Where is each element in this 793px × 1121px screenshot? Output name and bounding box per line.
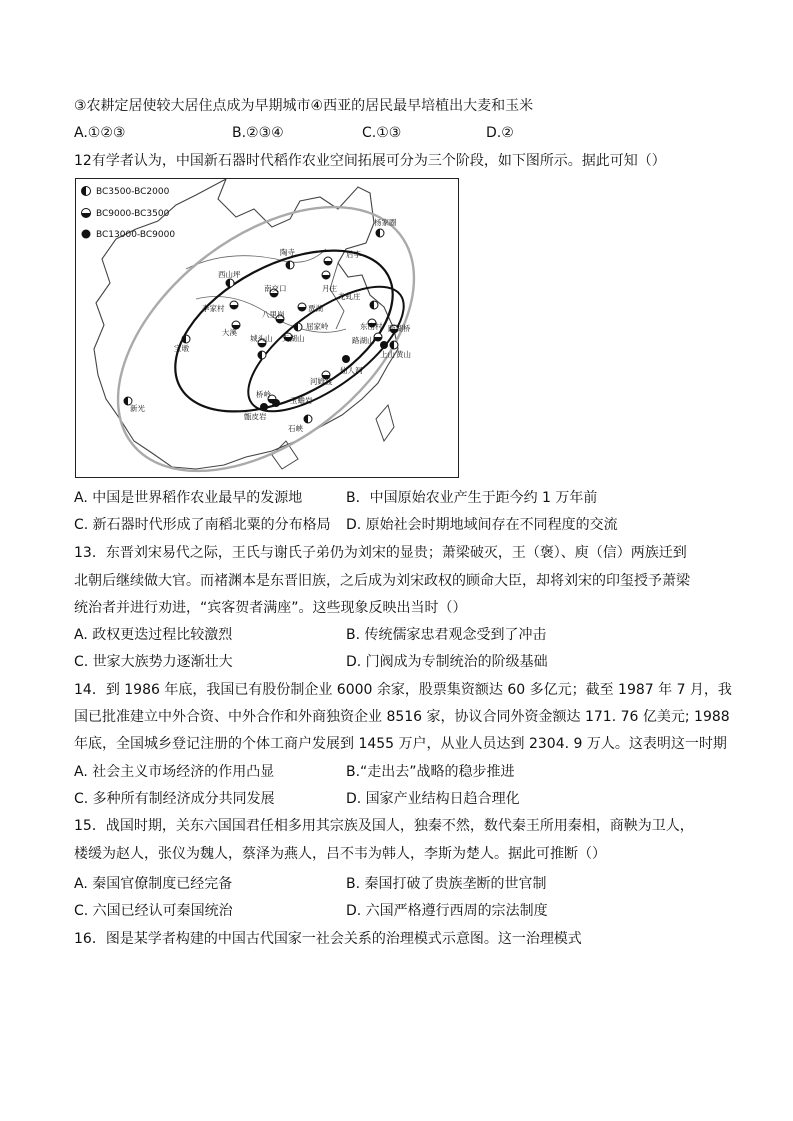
site-daxi: 大溪 <box>222 328 237 337</box>
q14-option-c: C. 多种所有制经济成分共同发展 <box>74 791 275 807</box>
q11-option-d: D.② <box>486 125 514 141</box>
site-nanjiaokou: 南交口 <box>264 284 287 293</box>
q11-option-a: A.①②③ <box>74 125 126 141</box>
q12-stem: 12有学者认为，中国新石器时代稻作农业空间拓展可分为三个阶段，如下图所示。据此可知（） <box>74 153 666 169</box>
site-baoshun: 宝墩 <box>174 344 189 353</box>
site-taosi: 陶寺 <box>280 248 295 257</box>
legend-phase-3: BC3500-BC2000 <box>96 187 170 197</box>
site-shixia: 石峡 <box>288 424 303 433</box>
site-houli: 后李 <box>346 250 361 259</box>
legend-phase-2: BC9000-BC3500 <box>96 209 170 219</box>
site-jiahu: 贾湖 <box>308 304 323 313</box>
q13-stem-line-2: 北朝后继续做大官。而褚渊本是东晋旧族，之后成为刘宋政权的顾命大臣，却将刘宋的印玺授予萧梁 <box>74 573 690 589</box>
site-hemudu: 河姆渡 <box>310 377 333 386</box>
q13-option-c: C. 世家大族势力逐渐壮大 <box>74 654 233 670</box>
site-dongshan: 东山村 <box>360 322 383 331</box>
site-qiaoling: 桥岭 <box>256 390 271 399</box>
q15-option-c: C. 六国已经认可秦国统治 <box>74 903 233 919</box>
q14-stem-line-1: 14．到 1986 年底，我国已有股份制企业 6000 余家，股票集资额达 60 多亿元；截至 1987 年 7 月，我 <box>74 682 732 698</box>
site-xinguang: 新光 <box>130 404 145 413</box>
site-houjiashan: 黄山 <box>396 350 411 359</box>
site-liuzhishan: 路湖山 <box>352 336 375 345</box>
site-baligang: 八里岗 <box>262 310 285 319</box>
q14-option-b: B.“走出去”战略的稳步推进 <box>346 764 515 780</box>
map-legend <box>82 187 176 241</box>
q14-option-d: D. 国家产业结构日趋合理化 <box>346 791 520 807</box>
q15-option-a: A. 秦国官僚制度已经完备 <box>74 876 233 892</box>
site-zengpiyan: 甑皮岩 <box>244 412 267 421</box>
site-xianrendong: 仙人洞 <box>340 366 363 375</box>
q14-option-a: A. 社会主义市场经济的作用凸显 <box>74 764 275 780</box>
q12-option-c: C. 新石器时代形成了南稻北粟的分布格局 <box>74 517 331 533</box>
q16-stem: 16．图是某学者构建的中国古代国家一社会关系的治理模式示意图。这一治理模式 <box>74 931 582 947</box>
q11-option-b: B.②③④ <box>232 125 284 141</box>
q13-option-d: D. 门阀成为专制统治的阶级基础 <box>346 654 548 670</box>
q12-option-a: A. 中国是世界稻作农业最早的发源地 <box>74 490 303 506</box>
q15-stem-line-2: 楼缓为赵人，张仪为魏人，蔡泽为燕人，吕不韦为韩人，李斯为楚人。据此可推断（） <box>74 846 606 862</box>
q13-option-a: A. 政权更迭过程比较激烈 <box>74 627 233 643</box>
q12-option-d: D. 原始社会时期地域间存在不同程度的交流 <box>346 517 618 533</box>
q15-stem-line-1: 15．战国时期，关东六国国君任相多用其宗族及国人，独秦不然，数代秦王所用秦相，商鞅为卫人， <box>74 818 694 834</box>
q15-option-b: B. 秦国打破了贵族垄断的世官制 <box>346 876 547 892</box>
legend-phase-1: BC13000-BC9000 <box>96 230 176 240</box>
site-caojiazui: 屈家岭 <box>306 322 329 331</box>
site-kuahuqiao: 跨湖桥 <box>388 324 411 333</box>
q14-stem-line-2: 国已批准建立中外合资、中外合作和外商独资企业 8516 家，协议合同外资金额达 171. 76 亿美元; 1988 <box>74 709 730 725</box>
map-sites <box>124 217 411 433</box>
rice-agriculture-map <box>75 178 459 478</box>
q15-option-d: D. 六国严格遵行西周的宗法制度 <box>346 903 548 919</box>
site-yuchanyan: 玉蟾岩 <box>290 396 313 405</box>
q14-stem-line-3: 年底，全国城乡登记注册的个体工商户发展到 1455 万户，从业人员达到 2304. 9 万人。这表明这一时期 <box>74 736 727 752</box>
site-chengtoushan: 城头山 <box>250 334 273 343</box>
q13-stem-line-1: 13．东晋刘宋易代之际，王氏与谢氏子弟仍为刘宋的显贵；萧梁破灭，王（褒）、庾（信）两族迁到 <box>74 545 687 561</box>
site-yangjiaquan: 杨家圈 <box>374 218 397 227</box>
q11-stem-tail: ③农耕定居使较大居住点成为早期城市④西亚的居民最早培植出大麦和玉米 <box>74 98 534 114</box>
q13-stem-line-3: 统治者并进行劝进，“宾客贺者满座”。这些现象反映出当时（） <box>74 600 467 616</box>
site-lijiacun: 李家村 <box>202 304 225 313</box>
site-tanjiaoshan: 天湖山 <box>282 334 305 343</box>
q13-option-b: B. 传统儒家忠君观念受到了冲击 <box>346 627 547 643</box>
site-longqiuzhuang: 龙虬庄 <box>338 292 361 301</box>
site-yuezhuang: 月庄 <box>322 284 337 293</box>
q11-option-c: C.①③ <box>362 125 402 141</box>
site-shangshan: 上山 <box>380 350 395 359</box>
site-xishanping: 西山坪 <box>218 270 241 279</box>
q12-option-b: B．中国原始农业产生于距今约 1 万年前 <box>346 490 598 506</box>
